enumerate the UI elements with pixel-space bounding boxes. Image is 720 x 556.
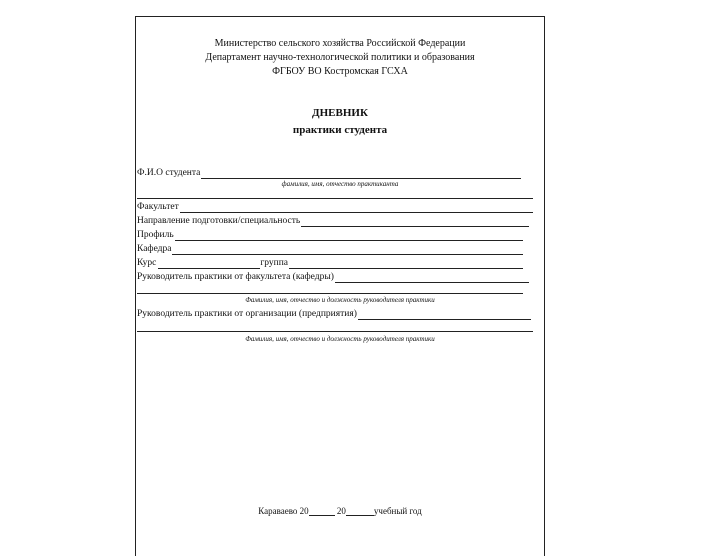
direction-blank [301, 217, 529, 227]
org-supervisor-label: Руководитель практики от организации (предприятия) [137, 309, 357, 319]
diary-subtitle: практики студента [292, 124, 388, 136]
year-blank-1 [309, 506, 335, 516]
student-name-blank [201, 169, 521, 179]
course-label: Курс [137, 258, 157, 268]
profile-label: Профиль [137, 230, 174, 240]
course-blank [158, 259, 260, 269]
department-line: Департамент научно-технологической политики и образования [205, 52, 475, 63]
org-supervisor-line [137, 331, 533, 332]
direction-field [137, 216, 529, 227]
footer-year-sep: 20 [336, 506, 346, 516]
academy-line: ФГБОУ ВО Костромская ГСХА [272, 66, 408, 77]
year-blank-2 [346, 506, 374, 516]
footer-city-year: Караваево 20 [258, 506, 309, 516]
course-group-field [137, 258, 523, 269]
separator-line [137, 198, 533, 199]
department-blank [172, 245, 523, 255]
direction-label: Направление подготовки/специальность [137, 216, 301, 226]
department-label: Кафедра [137, 244, 172, 254]
faculty-supervisor-caption: Фамилия, имя, отчество и должность руководителя практики [245, 296, 435, 304]
group-blank [289, 259, 523, 269]
faculty-label: Факультет [137, 202, 179, 212]
group-label: группа [260, 258, 288, 268]
department-field [137, 244, 523, 255]
document-page [135, 16, 545, 556]
student-name-label: Ф.И.О студента [137, 168, 201, 178]
profile-field [137, 230, 523, 241]
org-supervisor-blank [358, 310, 531, 320]
student-name-field [137, 168, 521, 179]
footer-academic-year [136, 506, 544, 516]
ministry-line: Министерство сельского хозяйства Российской Федерации [214, 38, 466, 49]
faculty-blank [180, 203, 533, 213]
student-name-caption: фамилия, имя, отчество практиканта [281, 180, 399, 188]
faculty-supervisor-blank [335, 273, 529, 283]
org-supervisor-caption: Фамилия, имя, отчество и должность руководителя практики [245, 335, 435, 343]
faculty-field [137, 202, 533, 213]
faculty-supervisor-field [137, 272, 529, 283]
diary-title: ДНЕВНИК [312, 107, 368, 119]
footer-suffix: учебный год [373, 506, 422, 516]
faculty-supervisor-label: Руководитель практики от факультета (кафедры) [137, 272, 334, 282]
faculty-supervisor-line [137, 293, 523, 294]
org-supervisor-field [137, 309, 531, 320]
profile-blank [175, 231, 523, 241]
